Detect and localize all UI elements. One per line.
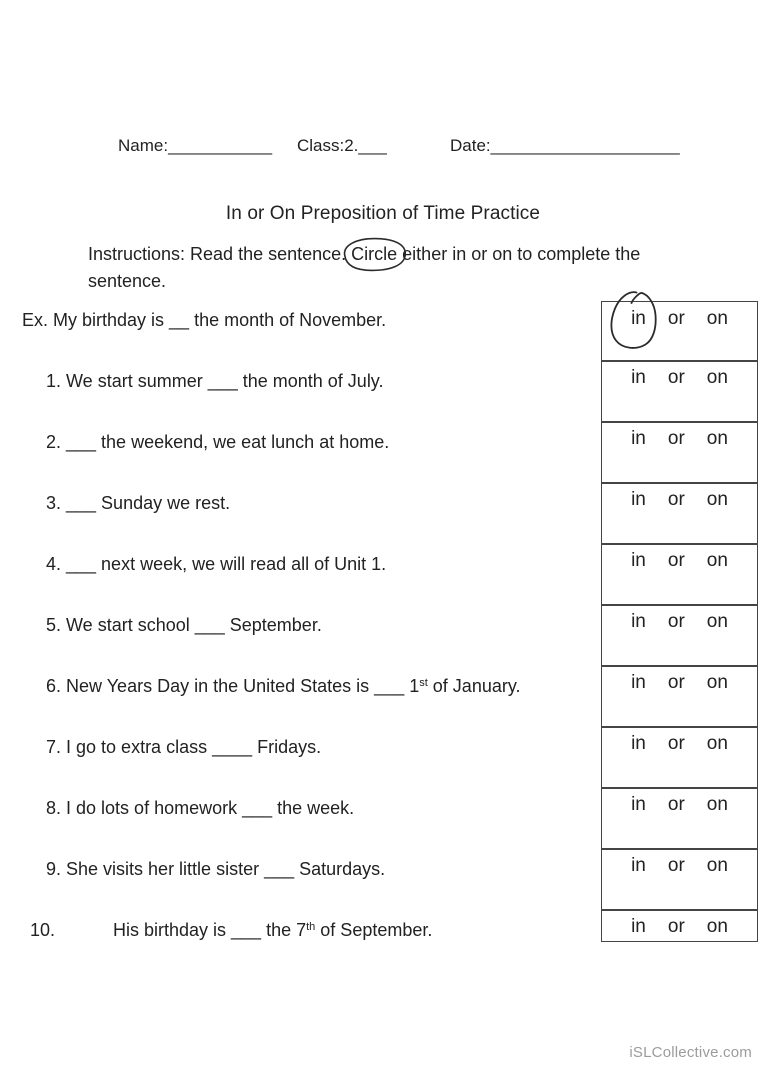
option-in[interactable]: in	[631, 308, 646, 329]
choice-cell[interactable]	[601, 726, 758, 789]
worksheet-row	[0, 606, 758, 667]
option-in[interactable]: in	[631, 794, 646, 816]
choice-cell[interactable]	[601, 665, 758, 728]
choice-cell[interactable]	[601, 848, 758, 911]
choice-cell[interactable]	[601, 301, 758, 362]
worksheet-row	[0, 850, 758, 911]
sentence-text-after: of January.	[427, 676, 521, 696]
sentence-number: 5.	[46, 615, 62, 635]
option-on[interactable]: on	[706, 733, 728, 755]
sentence-text: ___ next week, we will read all of Unit 1.	[66, 554, 387, 574]
instructions-line-1	[88, 241, 640, 268]
class-field: Class:2.___	[297, 136, 387, 155]
worksheet-row	[0, 667, 758, 728]
worksheet-row	[0, 362, 758, 423]
option-in[interactable]: in	[631, 672, 646, 694]
choice-cell[interactable]	[601, 482, 758, 545]
option-or-label: or	[667, 428, 685, 450]
sentence	[0, 850, 601, 911]
sentence	[0, 484, 601, 545]
option-or-label: or	[667, 308, 685, 329]
sentence	[0, 606, 601, 667]
instructions-text-post: either in or on to complete the	[397, 244, 641, 264]
worksheet-rows	[0, 301, 758, 942]
worksheet-row	[0, 789, 758, 850]
option-or-label: or	[667, 550, 685, 572]
option-or-label: or	[667, 855, 685, 877]
worksheet-row	[0, 484, 758, 545]
sentence-text-after: of September.	[315, 920, 433, 940]
option-or-label: or	[667, 672, 685, 694]
option-on[interactable]: on	[706, 611, 728, 633]
option-in[interactable]: in	[631, 428, 646, 450]
sentence-text: I go to extra class ____ Fridays.	[66, 737, 322, 757]
circled-word: Circle	[351, 244, 398, 264]
circled-word-wrap	[351, 241, 397, 268]
option-on[interactable]: on	[706, 489, 728, 511]
sentence-number: 3.	[46, 493, 62, 513]
option-or-label: or	[667, 489, 685, 511]
option-on[interactable]: on	[706, 308, 728, 329]
sentence	[0, 728, 601, 789]
sentence-number: 1.	[46, 371, 62, 391]
option-or-label: or	[667, 611, 685, 633]
worksheet-row	[0, 911, 758, 942]
option-in[interactable]: in	[631, 489, 646, 511]
option-or-label: or	[667, 916, 685, 938]
sentence-number: Ex.	[22, 310, 49, 330]
sentence-superscript: st	[419, 677, 428, 689]
sentence-text: She visits her little sister ___ Saturdays.	[66, 859, 386, 879]
worksheet-row	[0, 728, 758, 789]
sentence-superscript: th	[306, 921, 316, 933]
header-fields	[0, 136, 766, 162]
option-on[interactable]: on	[706, 367, 728, 389]
sentence-text: His birthday is ___ the 7	[113, 920, 307, 940]
sentence-text: New Years Day in the United States is ___ 1	[66, 676, 420, 696]
option-on[interactable]: on	[706, 672, 728, 694]
instructions-line-2: sentence.	[88, 271, 167, 291]
islcollective-watermark: iSLCollective.com	[629, 1044, 752, 1061]
option-in[interactable]: in	[631, 367, 646, 389]
sentence	[0, 301, 601, 362]
sentence	[0, 911, 601, 942]
worksheet-row	[0, 545, 758, 606]
option-on[interactable]: on	[706, 855, 728, 877]
worksheet-row	[0, 301, 758, 362]
option-in[interactable]: in	[631, 550, 646, 572]
name-field: Name:___________	[118, 136, 273, 155]
option-in[interactable]: in	[631, 733, 646, 755]
sentence-number: 7.	[46, 737, 62, 757]
sentence	[0, 545, 601, 606]
choice-cell[interactable]	[601, 787, 758, 850]
sentence-number: 9.	[46, 859, 62, 879]
choice-cell[interactable]	[601, 909, 758, 942]
sentence-text: ___ the weekend, we eat lunch at home.	[66, 432, 390, 452]
instructions-text-pre: Instructions: Read the sentence.	[88, 244, 352, 264]
instructions	[88, 241, 640, 295]
sentence-text: We start summer ___ the month of July.	[66, 371, 384, 391]
choice-cell[interactable]	[601, 604, 758, 667]
sentence-number: 10.	[30, 920, 56, 940]
choice-cell[interactable]	[601, 543, 758, 606]
option-or-label: or	[667, 367, 685, 389]
sentence-text: I do lots of homework ___ the week.	[66, 798, 355, 818]
option-on[interactable]: on	[706, 916, 728, 938]
sentence	[0, 423, 601, 484]
option-or-label: or	[667, 794, 685, 816]
choice-cell[interactable]	[601, 421, 758, 484]
choice-cell[interactable]	[601, 360, 758, 423]
page-title: In or On Preposition of Time Practice	[225, 203, 541, 224]
sentence-text: We start school ___ September.	[66, 615, 322, 635]
option-on[interactable]: on	[706, 550, 728, 572]
option-in[interactable]: in	[631, 855, 646, 877]
sentence-text: ___ Sunday we rest.	[66, 493, 231, 513]
worksheet-row	[0, 423, 758, 484]
sentence-number: 2.	[46, 432, 62, 452]
date-field: Date:____________________	[450, 136, 680, 155]
sentence	[0, 362, 601, 423]
sentence	[0, 667, 601, 728]
sentence	[0, 789, 601, 850]
sentence-number: 8.	[46, 798, 62, 818]
option-in[interactable]: in	[631, 611, 646, 633]
sentence-number: 6.	[46, 676, 62, 696]
option-on[interactable]: on	[706, 428, 728, 450]
option-on[interactable]: on	[706, 794, 728, 816]
option-or-label: or	[667, 733, 685, 755]
option-in[interactable]: in	[631, 916, 646, 938]
sentence-number: 4.	[46, 554, 62, 574]
sentence-text: My birthday is __ the month of November.	[53, 310, 387, 330]
